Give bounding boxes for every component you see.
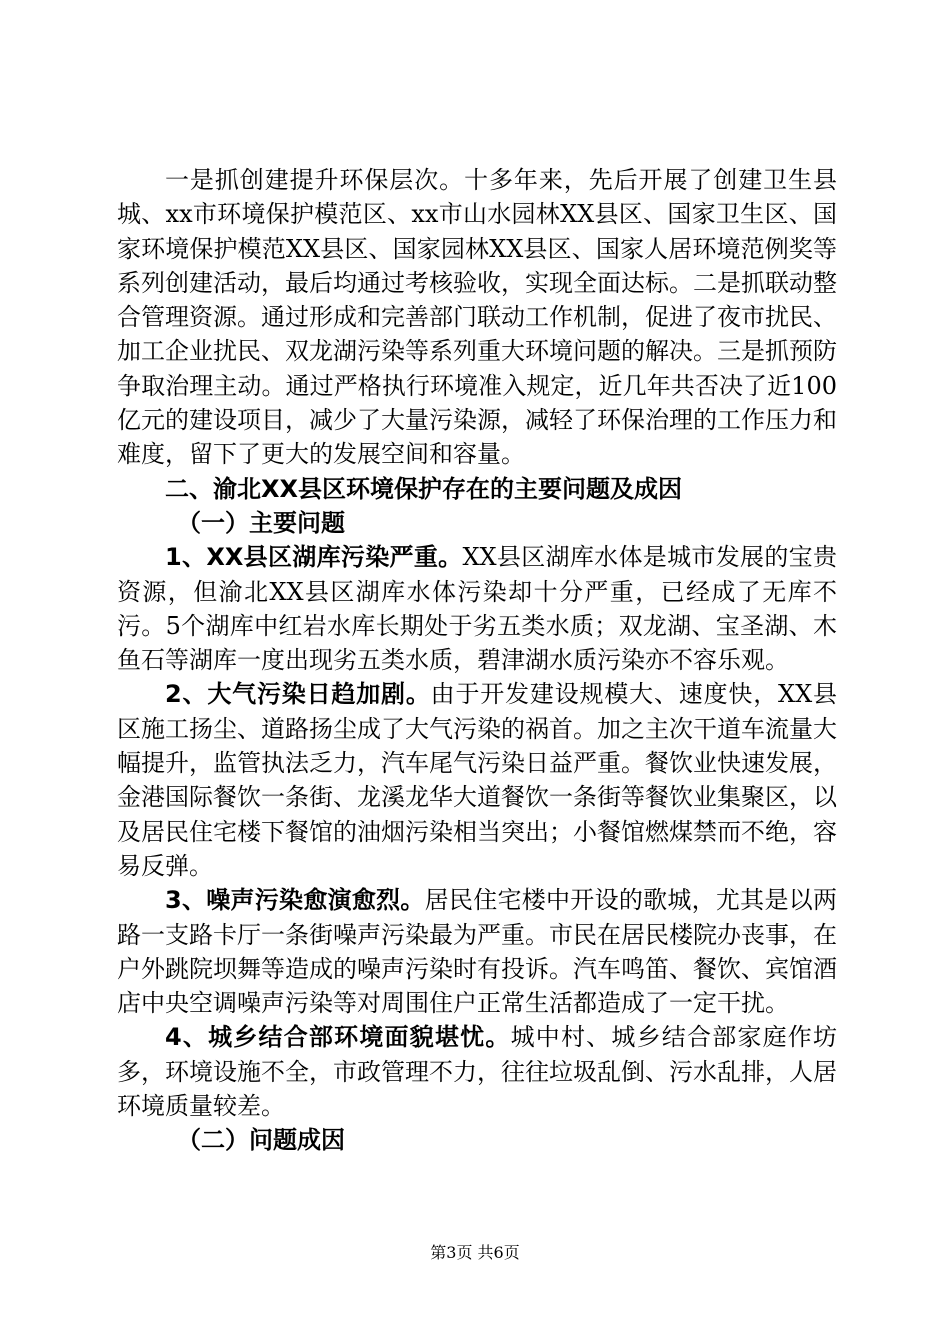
problem-item-2-title: 2、大气污染日趋加剧。 bbox=[165, 680, 431, 709]
subsection-heading-main-problems: （一）主要问题 bbox=[177, 508, 345, 537]
problem-item-4-text: 城中村、城乡结合部家庭作坊多，环境设施不全，市政管理不力，往往垃圾乱倒、污水乱排，人居环境质量较差。 bbox=[117, 1023, 838, 1121]
problem-item-3-text: 居民住宅楼中开设的歌城，尤其是以两路一支路卡厅一条街噪声污染最为严重。市民在居民楼院办丧事，在户外跳院坝舞等造成的噪声污染时有投诉。汽车鸣笛、餐饮、宾馆酒店中央空调噪声污染等对周围住户正常生活都造成了一定干扰。 bbox=[117, 886, 837, 1018]
problem-item-4 bbox=[117, 1020, 837, 1123]
subsection-heading-causes: （二）问题成因 bbox=[177, 1126, 345, 1155]
problem-item-3 bbox=[117, 883, 837, 1020]
document-body bbox=[117, 163, 837, 1158]
section-heading: 二、渝北XX县区环境保护存在的主要问题及成因 bbox=[165, 474, 683, 503]
page-footer bbox=[0, 1240, 950, 1263]
problem-item-2-text: 由于开发建设规模大、速度快，XX县区施工扬尘、道路扬尘成了大气污染的祸首。加之主次干道车流量大幅提升，监管执法乏力，汽车尾气污染日益严重。餐饮业快速发展，金港国际餐饮一条街、龙溪龙华大道餐饮一条街等餐饮业集聚区，以及居民住宅楼下餐馆的油烟污染相当突出；小餐馆燃煤禁而不绝，容易反弹。 bbox=[117, 680, 837, 880]
problem-item-4-title: 4、城乡结合部环境面貌堪忧。 bbox=[165, 1023, 511, 1052]
problem-item-1-title: 1、XX县区湖库污染严重。 bbox=[165, 543, 463, 572]
problem-item-1 bbox=[117, 540, 837, 677]
page-number: 第3页 共6页 bbox=[430, 1243, 520, 1262]
problem-item-2 bbox=[117, 677, 837, 883]
problem-item-1-text: XX县区湖库水体是城市发展的宝贵资源，但渝北XX县区湖库水体污染却十分严重，已经成了无库不污。5个湖库中红岩水库长期处于劣五类水质；双龙湖、宝圣湖、木鱼石等湖库一度出现劣五类水质，碧津湖水质污染亦不容乐观。 bbox=[117, 543, 837, 675]
problem-item-3-title: 3、噪声污染愈演愈烈。 bbox=[165, 886, 425, 915]
paragraph-achievements: 一是抓创建提升环保层次。十多年来，先后开展了创建卫生县城、xx市环境保护模范区、xx市山水园林XX县区、国家卫生区、国家环境保护模范XX县区、国家园林XX县区、国家人居环境范例奖等系列创建活动，最后均通过考核验收，实现全面达标。二是抓联动整合管理资源。通过形成和完善部门联动工作机制，促进了夜市扰民、加工企业扰民、双龙湖污染等系列重大环境问题的解决。三是抓预防争取治理主动。通过严格执行环境准入规定，近几年共否决了近100亿元的建设项目，减少了大量污染源，减轻了环保治理的工作压力和难度，留下了更大的发展空间和容量。 bbox=[117, 166, 837, 469]
